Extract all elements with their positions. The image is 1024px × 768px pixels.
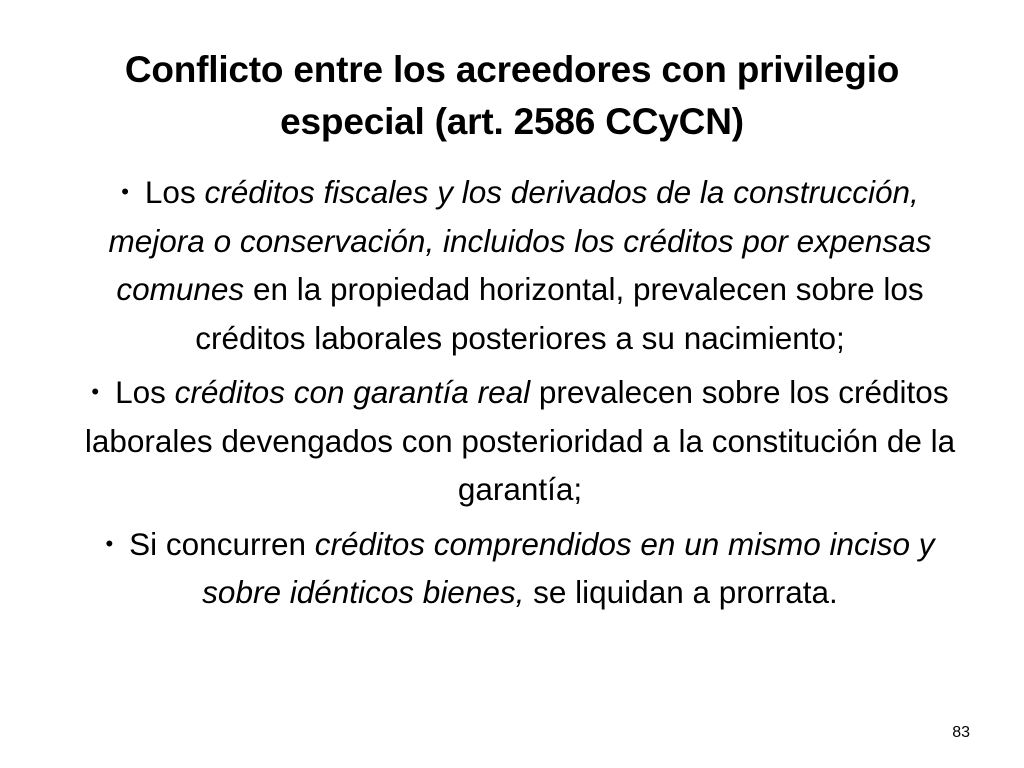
bullet-icon: • bbox=[121, 179, 129, 204]
bullet-italic-text-segment: créditos comprendidos en un mismo inciso y sobre idénticos bienes, bbox=[202, 525, 935, 610]
bullet-text-segment: Los bbox=[144, 174, 205, 210]
bullet-text-segment: en la propiedad horizontal, prevalecen sobre los créditos laborales posteriores a su nacimiento; bbox=[195, 271, 924, 356]
bullet-italic-text-segment: créditos fiscales y los derivados de la construcción, mejora o conservación, incluidos los créditos por expensas comunes bbox=[108, 174, 932, 307]
bullet-item bbox=[70, 368, 970, 514]
bullet-text-segment: se liquidan a prorrata. bbox=[524, 574, 838, 610]
bullet-list bbox=[70, 168, 970, 623]
bullet-text-segment: prevalecen sobre los créditos laborales devengados con posterioridad a la constitución de la garantía; bbox=[84, 374, 956, 507]
bullet-italic-text-segment: créditos con garantía real bbox=[174, 374, 531, 410]
bullet-item bbox=[70, 520, 970, 617]
bullet-icon: • bbox=[91, 379, 100, 404]
bullet-text-segment: Si concurren bbox=[129, 525, 315, 562]
bullet-icon: • bbox=[105, 530, 114, 556]
page-number: 83 bbox=[952, 724, 970, 741]
slide-title bbox=[60, 44, 964, 148]
slide-title-line-1: Conflicto entre los acreedores con privilegio bbox=[124, 49, 900, 90]
bullet-text-segment: Los bbox=[115, 374, 175, 410]
bullet-item bbox=[70, 168, 970, 362]
slide-title-line-2: especial (art. 2586 CCyCN) bbox=[280, 101, 744, 142]
